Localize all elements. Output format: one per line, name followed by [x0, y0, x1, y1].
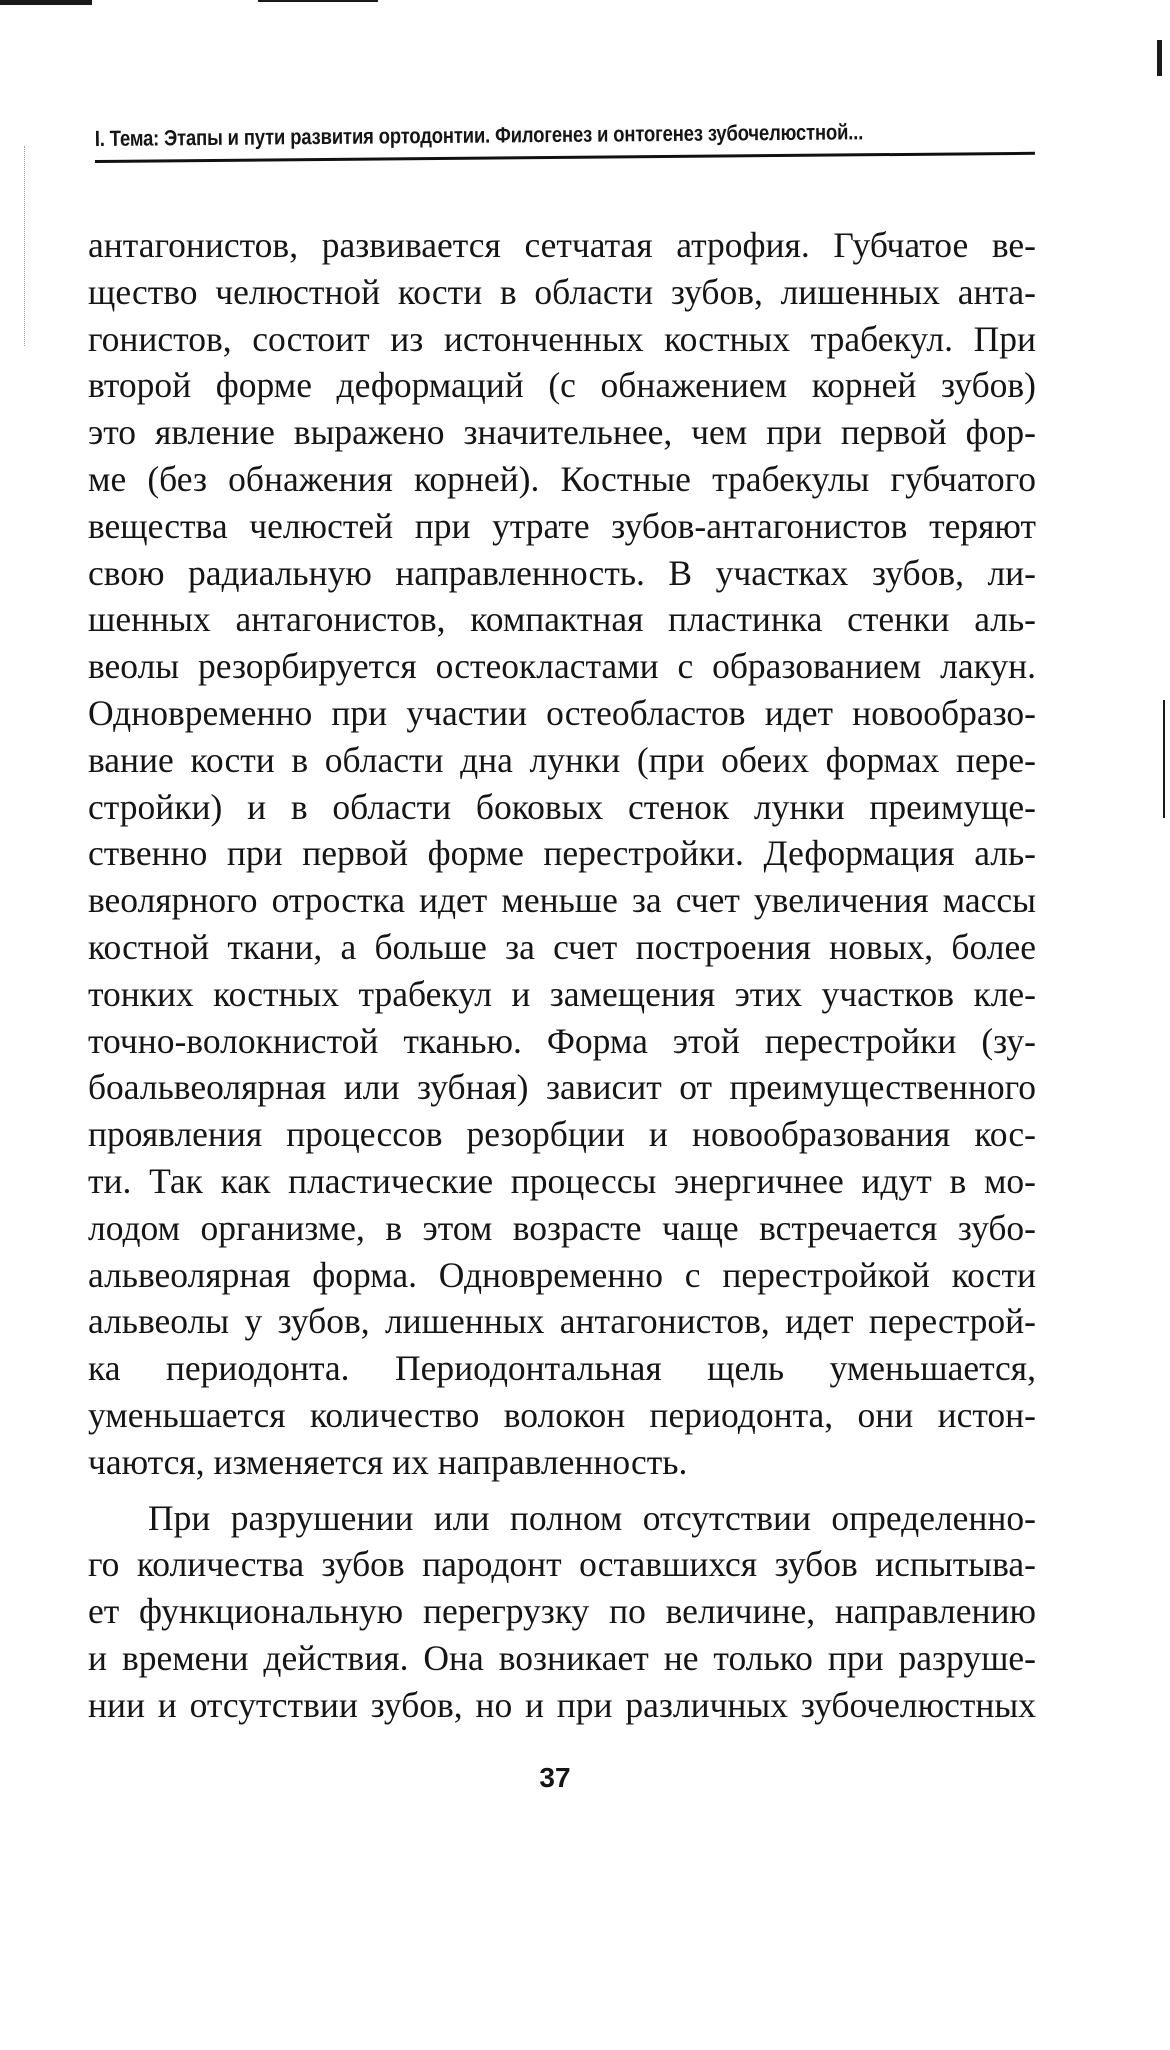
text-line: ет функциональную перегрузку по величине, направлению [88, 1591, 1036, 1632]
text-line: При разрушении или полном отсутствии определенно- [148, 1497, 1036, 1538]
text-line: уменьшается количество волокон периодонта, они истон- [88, 1394, 1036, 1435]
text-line: это явление выражено значительнее, чем при первой фор- [88, 412, 1036, 453]
text-line: вещества челюстей при утрате зубов-антагонистов теряют [88, 505, 1036, 546]
text-line: альвеолы у зубов, лишенных антагонистов, идет перестрой- [88, 1301, 1036, 1342]
scan-edge-mark [258, 0, 378, 2]
text-line: костной ткани, а больше за счет построения новых, более [88, 926, 1036, 967]
text-line: тонких костных трабекул и замещения этих участков кле- [88, 973, 1036, 1014]
paragraph [88, 1495, 1036, 1729]
text-line: боальвеолярная или зубная) зависит от преимущественного [88, 1067, 1036, 1108]
text-line: веолярного отростка идет меньше за счет увеличения массы [88, 880, 1036, 921]
running-header [95, 118, 1035, 163]
text-line: вание кости в области дна лунки (при обеих формах пере- [88, 739, 1036, 780]
text-line: проявления процессов резорбции и новообразования кос- [88, 1114, 1036, 1155]
text-line: стройки) и в области боковых стенок лунки преимуще- [88, 786, 1036, 827]
page-number: 37 [539, 1762, 571, 1793]
paragraph [88, 222, 1036, 1486]
text-line: антагонистов, развивается сетчатая атрофия. Губчатое ве- [88, 225, 1036, 265]
text-line: Одновременно при участии остеобластов идет новообразо- [88, 692, 1036, 733]
text-line: и времени действия. Она возникает не только при разруше- [88, 1637, 1036, 1678]
text-line: го количества зубов пародонт оставшихся зубов испытыва- [88, 1544, 1036, 1585]
text-line: ме (без обнажения корней). Костные трабекулы губчатого [88, 458, 1036, 499]
text-line: щество челюстной кости в области зубов, лишенных анта- [88, 271, 1036, 312]
body-text [88, 222, 1036, 1729]
text-line: альвеолярная форма. Одновременно с перестройкой кости [88, 1254, 1036, 1295]
text-line: гонистов, состоит из истонченных костных трабекул. При [88, 318, 1036, 359]
text-line: ка периодонта. Периодонтальная щель уменьшается, [88, 1348, 1036, 1389]
text-line: шенных антагонистов, компактная пластинка стенки аль- [88, 599, 1036, 640]
scan-edge-mark [1163, 700, 1165, 818]
text-line: нии и отсутствии зубов, но и при различных зубочелюстных [88, 1684, 1036, 1725]
running-header-title: I. Тема: Этапы и пути развития ортодонтии. Филогенез и онтогенез зубочелюстной... [94, 119, 864, 152]
scan-edge-mark [1157, 40, 1162, 76]
paragraph-gap [88, 1486, 1036, 1495]
scan-edge-mark [0, 0, 92, 5]
text-line: лодом организме, в этом возрасте чаще встречается зубо- [88, 1207, 1036, 1248]
text-line: ственно при первой форме перестройки. Деформация аль- [88, 833, 1036, 874]
text-line: ти. Так как пластические процессы энергичнее идут в мо- [88, 1160, 1036, 1201]
text-line: свою радиальную направленность. В участках зубов, ли- [88, 552, 1036, 593]
text-line: точно-волокнистой тканью. Форма этой перестройки (зу- [88, 1020, 1036, 1061]
text-line: второй форме деформаций (с обнажением корней зубов) [88, 365, 1036, 406]
text-line: чаются, изменяется их направленность. [88, 1441, 688, 1482]
scan-edge-mark [24, 146, 26, 346]
text-line: веолы резорбируется остеокластами с образованием лакун. [88, 646, 1036, 687]
